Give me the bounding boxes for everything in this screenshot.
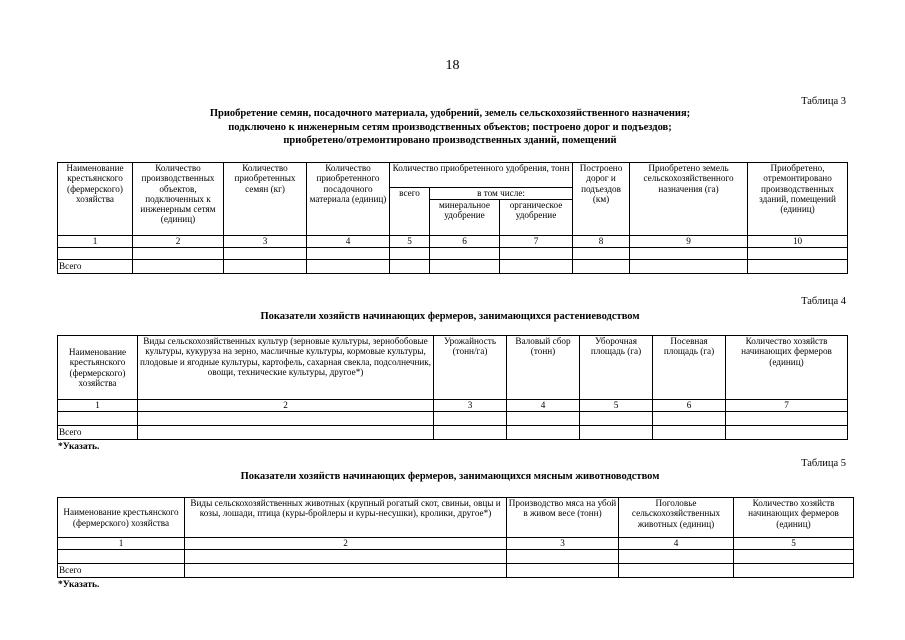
t3-h-including: в том числе: — [430, 188, 573, 200]
t3-h-planting: Количество приобретенного посадочного материала (единиц) — [307, 163, 390, 236]
table5-label: Таблица 5 — [801, 458, 846, 469]
t4-total-row — [58, 426, 848, 440]
t3-total-row — [58, 260, 848, 274]
t4-num: 6 — [653, 400, 726, 412]
t4-number-row — [58, 400, 848, 412]
table3-title — [60, 107, 840, 148]
t3-h-seeds: Количество приобретенных семян (кг) — [224, 163, 307, 236]
t4-empty-row — [58, 412, 848, 426]
t3-num: 7 — [500, 236, 573, 248]
t3-num: 9 — [630, 236, 748, 248]
t5-total-label: Всего — [58, 564, 185, 578]
t5-h-name: Наименование крестьянского (фермерского) хозяйства — [58, 498, 185, 538]
t4-num: 4 — [507, 400, 580, 412]
t4-h-name: Наименование крестьянского (фермерского) хозяйства — [58, 336, 138, 400]
t5-num: 1 — [58, 538, 185, 550]
t3-num: 8 — [573, 236, 630, 248]
t4-num: 5 — [580, 400, 653, 412]
t5-num: 3 — [507, 538, 619, 550]
t5-h-farms: Количество хозяйств начинающих фермеров (единиц) — [734, 498, 854, 538]
t3-h-fertilizer: Количество приобретенного удобрения, тонн — [390, 163, 573, 188]
t4-h-yield: Урожайность (тонн/га) — [434, 336, 507, 400]
t5-footnote: *Указать. — [58, 580, 100, 590]
t3-h-land: Приобретено земель сельскохозяйственного назначения (га) — [630, 163, 748, 236]
t3-number-row — [58, 236, 848, 248]
table3-title-line-3: приобретено/отремонтировано производственных зданий, помещений — [283, 135, 617, 147]
t3-num: 3 — [224, 236, 307, 248]
t4-num: 7 — [726, 400, 848, 412]
t3-total-label: Всего — [58, 260, 133, 274]
t3-h-organic: органическое удобрение — [500, 200, 573, 236]
t3-num: 1 — [58, 236, 133, 248]
table4 — [57, 335, 848, 440]
table3 — [57, 162, 848, 274]
t3-h-objects: Количество производственных объектов, подключенных к инженерным сетям (единиц) — [133, 163, 224, 236]
t4-h-gross: Валовый сбор (тонн) — [507, 336, 580, 400]
t3-h-roads: Построено дорог и подъездов (км) — [573, 163, 630, 236]
table4-title: Показатели хозяйств начинающих фермеров, занимающихся растениеводством — [260, 311, 640, 322]
t3-h-buildings: Приобретено, отремонтировано производственных зданий, помещений (единиц) — [748, 163, 848, 236]
t3-h-total: всего — [390, 188, 430, 236]
t3-num: 2 — [133, 236, 224, 248]
t5-h-livestock: Поголовье сельскохозяйственных животных (единиц) — [619, 498, 734, 538]
table3-title-line-1: Приобретение семян, посадочного материала, удобрений, земель сельскохозяйственного назначения; — [209, 108, 691, 119]
t4-h-sown: Посевная площадь (га) — [653, 336, 726, 400]
page-number: 18 — [445, 58, 460, 73]
t5-num: 2 — [185, 538, 507, 550]
table5-title: Показатели хозяйств начинающих фермеров, занимающихся мясным животноводством — [240, 471, 660, 482]
t5-h-animals: Виды сельскохозяйственных животных (крупный рогатый скот, свиньи, овцы и козы, лошади, птица (куры-бройлеры и куры-несушки), кролики, другое*) — [185, 498, 507, 538]
t4-h-crops: Виды сельскохозяйственных культур (зерновые культуры, зернобобовые культуры, кукуруза на зерно, масличные культуры, кормовые культуры, плодовые и ягодные культуры, картофель, сахарная свекла, подсолнечник, овощи, технические культуры, другое*) — [138, 336, 434, 400]
t5-total-row — [58, 564, 854, 578]
t3-num: 5 — [390, 236, 430, 248]
t3-h-mineral: минеральное удобрение — [430, 200, 500, 236]
table3-title-line-2: подключено к инженерным сетям производственных объектов; построено дорог и подъездов; — [228, 121, 672, 133]
table3-label: Таблица 3 — [801, 96, 846, 107]
t4-num: 1 — [58, 400, 138, 412]
table4-label: Таблица 4 — [801, 296, 846, 307]
t3-h-name: Наименование крестьянского (фермерского) хозяйства — [58, 163, 133, 236]
t5-number-row — [58, 538, 854, 550]
table5 — [57, 497, 854, 578]
t4-num: 3 — [434, 400, 507, 412]
t5-num: 4 — [619, 538, 734, 550]
t4-h-farms: Количество хозяйств начинающих фермеров (единиц) — [726, 336, 848, 400]
t3-num: 6 — [430, 236, 500, 248]
t3-num: 4 — [307, 236, 390, 248]
t5-num: 5 — [734, 538, 854, 550]
t5-empty-row — [58, 550, 854, 564]
t4-num: 2 — [138, 400, 434, 412]
t4-footnote: *Указать. — [58, 442, 100, 452]
t3-num: 10 — [748, 236, 848, 248]
t4-h-harvest: Уборочная площадь (га) — [580, 336, 653, 400]
t4-total-label: Всего — [58, 426, 138, 440]
t3-empty-row — [58, 248, 848, 260]
t5-h-meat: Производство мяса на убой в живом весе (тонн) — [507, 498, 619, 538]
